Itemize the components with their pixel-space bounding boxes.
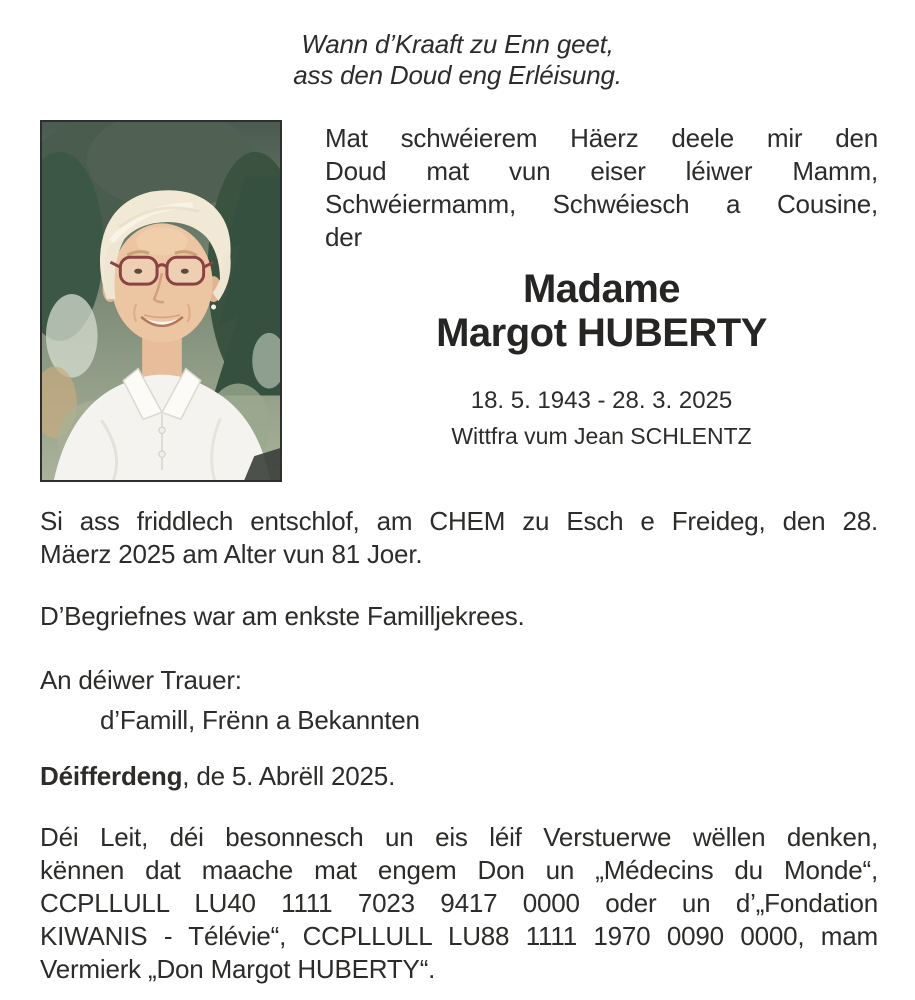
deceased-name-block [325,267,878,355]
intro-line: Schwéiermamm, Schwéiesch a Cousine, [325,189,878,219]
intro-line: Doud mat vun eiser léiwer Mamm, [325,156,878,186]
donation-paragraph [40,821,878,986]
donation-line: kënnen dat maache mat engem Don un „Médecins du Monde“, [40,855,878,885]
place-date-line [40,760,878,793]
death-line: Mäerz 2025 am Alter vun 81 Joer. [40,539,423,569]
intro-line: Mat schwéierem Häerz deele mir den [325,123,878,153]
mourners-line: d’Famill, Frënn a Bekannten [100,705,420,735]
intro-paragraph [325,122,878,254]
donation-line: Déi Leit, déi besonnesch un eis léif Verstuerwe wëllen denken, [40,822,878,852]
donation-line: Vermierk „Don Margot HUBERTY“. [40,954,436,984]
death-line: Si ass friddlech entschlof, am CHEM zu Esch e Freideg, den 28. [40,506,878,536]
epigraph-line-2: ass den Doud eng Erléisung. [293,60,622,90]
announcement-column [325,122,878,449]
donation-line: KIWANIS - Télévie“, CCPLLULL LU88 1111 1970 0090 0000, mam [40,921,878,951]
epigraph [0,29,915,91]
portrait-illustration [42,122,280,480]
place-date: , de 5. Abrëll 2025. [182,761,396,791]
deceased-name: Margot HUBERTY [436,311,767,355]
donation-line: CCPLLULL LU40 1111 7023 9417 0000 oder un d’„Fondation [40,888,878,918]
widow-line: Wittfra vum Jean SCHLENTZ [451,423,752,449]
portrait-photo [40,120,282,482]
death-paragraph [40,505,878,571]
funeral-paragraph: D’Begriefnes war am enkste Familljekrees. [40,601,525,631]
life-dates: 18. 5. 1943 - 28. 3. 2025 [470,387,733,414]
epigraph-line-1: Wann d’Kraaft zu Enn geet, [301,29,614,59]
notice-body [40,505,878,986]
intro-line: der [325,222,362,252]
deceased-title: Madame [522,267,681,311]
mourning-label: An déiwer Trauer: [40,665,242,695]
place-name: Déifferdeng [40,761,183,791]
